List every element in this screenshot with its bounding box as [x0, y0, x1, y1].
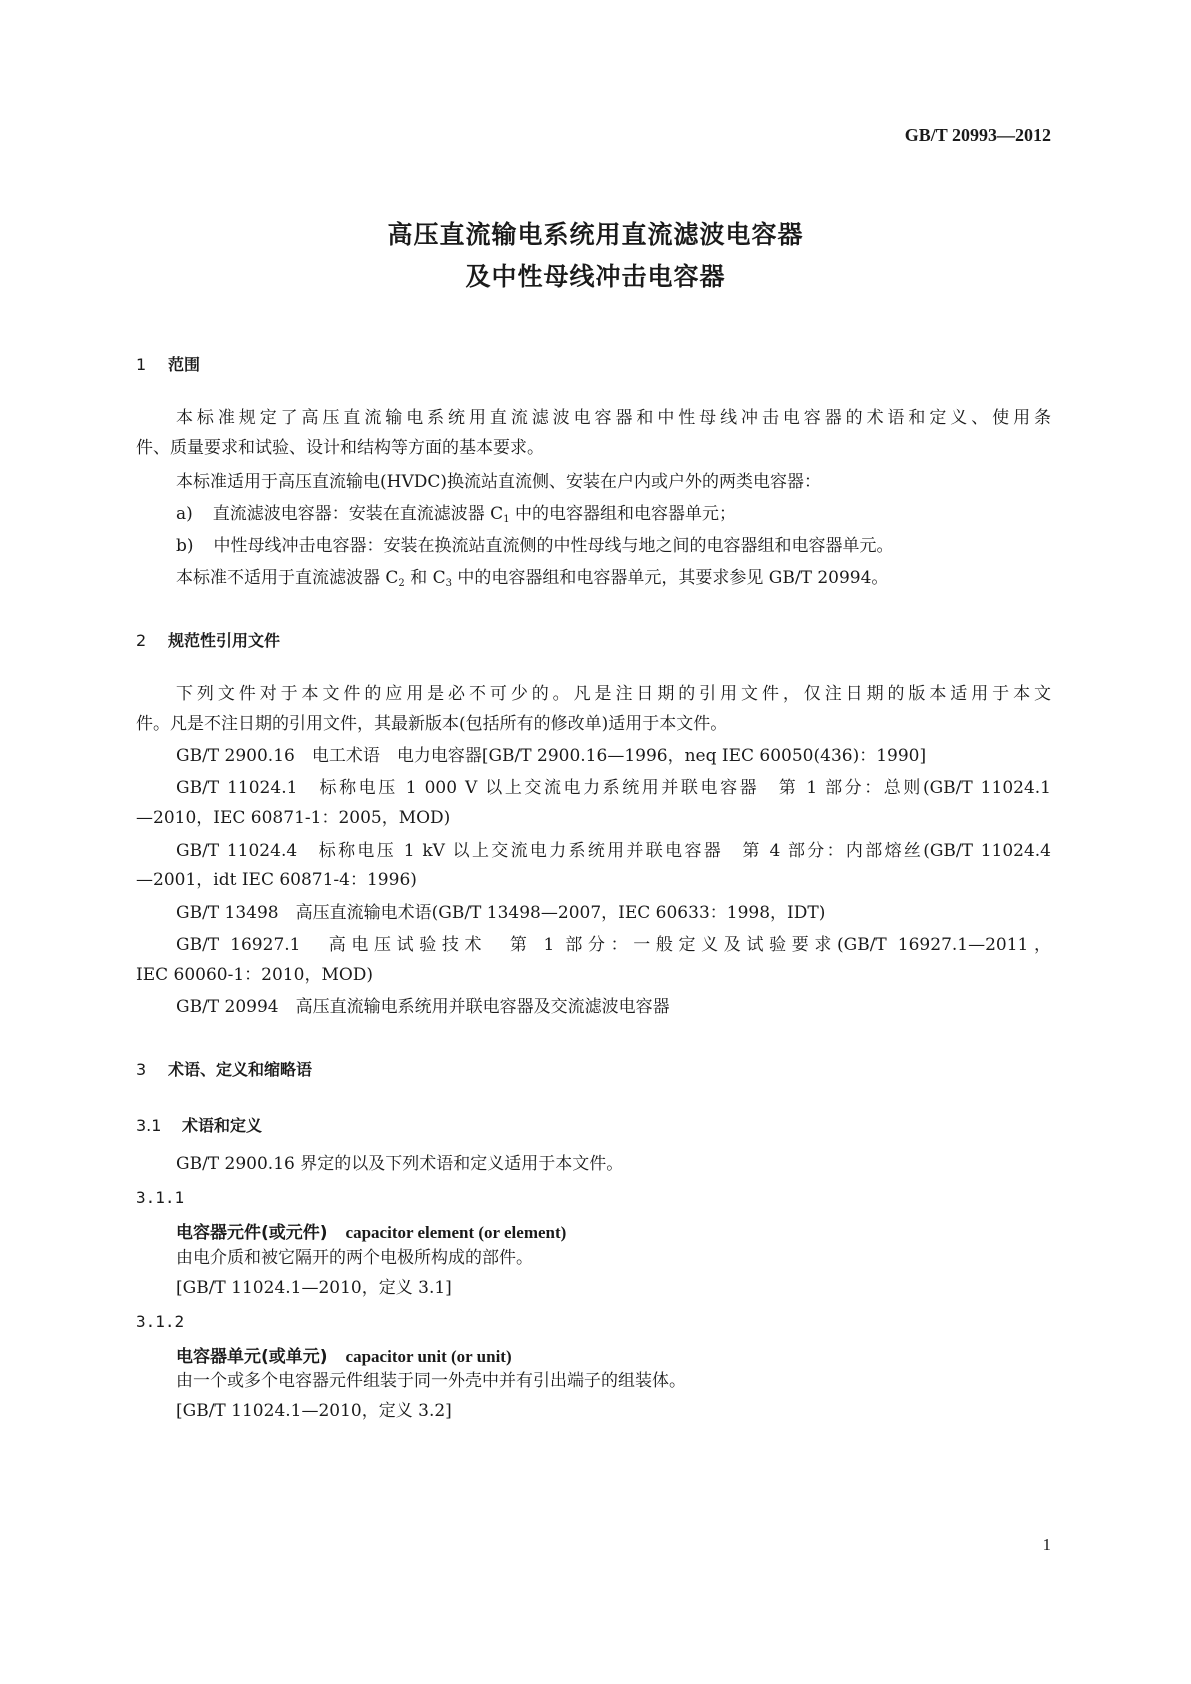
reference-gbt-11024-1-line1: GB/T 11024.1 标称电压 1 000 V 以上交流电力系统用并联电容器 第 1 部分：总则(GB/T 11024.1 — [176, 778, 1051, 798]
scope-item-a — [176, 506, 736, 525]
list-text: 直流滤波电容器：安装在直流滤波器 C — [212, 504, 504, 524]
document-title-line2: 及中性母线冲击电容器 — [465, 262, 726, 291]
reference-gbt-20994: GB/T 20994 高压直流输电系统用并联电容器及交流滤波电容器 — [176, 997, 670, 1017]
reference-gbt-16927-1-line1: GB/T 16927.1 高电压试验技术 第 1 部分：一般定义及试验要求(GB/T 16927.1—2011， — [176, 935, 1051, 955]
scope-item-b — [176, 538, 894, 555]
reference-gbt-16927-1-line2: IEC 60060-1：2010，MOD) — [136, 965, 374, 985]
term-en: capacitor unit (or unit) — [345, 1347, 512, 1366]
reference-gbt-11024-4-line2: —2001，idt IEC 60871-4：1996) — [136, 870, 417, 890]
term-number: 3.1.1 — [136, 1188, 185, 1207]
scope-exclusion — [176, 570, 888, 589]
section-number: 1 — [136, 355, 147, 374]
subsection-title: 术语和定义 — [182, 1116, 263, 1135]
scope-applicability: 本标准适用于高压直流输电(HVDC)换流站直流侧、安装在户内或户外的两类电容器： — [176, 472, 822, 492]
reference-gbt-11024-4-line1: GB/T 11024.4 标称电压 1 kV 以上交流电力系统用并联电容器 第 4 部分：内部熔丝(GB/T 11024.4 — [176, 841, 1051, 861]
term-source: [GB/T 11024.1—2010，定义 3.2] — [176, 1401, 452, 1421]
subsection-3-1-heading — [136, 1113, 262, 1136]
text-part: 中的电容器组和电容器单元，其要求参见 GB/T 20994。 — [452, 568, 889, 588]
list-text-tail: 中的电容器组和电容器单元； — [509, 504, 736, 524]
scope-paragraph-line2: 件、质量要求和试验、设计和结构等方面的基本要求。 — [136, 438, 544, 458]
term-zh: 电容器元件(或元件) — [176, 1223, 328, 1243]
term-heading — [176, 1342, 512, 1367]
section-title: 范围 — [168, 355, 201, 374]
term-definition: 由电介质和被它隔开的两个电极所构成的部件。 — [176, 1248, 533, 1268]
subsection-number: 3.1 — [136, 1116, 162, 1135]
section-title: 规范性引用文件 — [168, 631, 281, 650]
page-number: 1 — [1042, 1535, 1051, 1554]
text-part: 和 C — [404, 568, 446, 588]
list-marker: b) — [176, 536, 194, 556]
section-number: 3 — [136, 1060, 147, 1079]
section-number: 2 — [136, 631, 147, 650]
section-1-heading — [136, 352, 200, 375]
section-3-heading — [136, 1057, 312, 1080]
term-en: capacitor element (or element) — [345, 1223, 567, 1242]
term-number: 3.1.2 — [136, 1312, 185, 1331]
list-text: 中性母线冲击电容器：安装在换流站直流侧的中性母线与地之间的电容器组和电容器单元。 — [213, 536, 894, 556]
section-2-heading — [136, 628, 280, 651]
references-intro-line1: 下列文件对于本文件的应用是必不可少的。凡是注日期的引用文件，仅注日期的版本适用于本文 — [176, 684, 1051, 704]
standard-code: GB/T 20993—2012 — [904, 125, 1051, 145]
term-source: [GB/T 11024.1—2010，定义 3.1] — [176, 1278, 452, 1298]
text-part: 本标准不适用于直流滤波器 C — [176, 568, 399, 588]
subscript: 2 — [398, 578, 405, 589]
term-heading — [176, 1218, 566, 1243]
terms-intro: GB/T 2900.16 界定的以及下列术语和定义适用于本文件。 — [176, 1154, 624, 1174]
section-title: 术语、定义和缩略语 — [168, 1060, 313, 1079]
reference-gbt-11024-1-line2: —2010，IEC 60871-1：2005，MOD) — [136, 808, 451, 828]
subscript: 3 — [445, 578, 452, 589]
term-zh: 电容器单元(或单元) — [176, 1347, 328, 1367]
list-marker: a) — [176, 504, 193, 524]
reference-gbt-13498: GB/T 13498 高压直流输电术语(GB/T 13498—2007，IEC 60633：1998，IDT) — [176, 903, 826, 923]
scope-paragraph-line1: 本标准规定了高压直流输电系统用直流滤波电容器和中性母线冲击电容器的术语和定义、使用条 — [176, 408, 1051, 428]
references-intro-line2: 件。凡是不注日期的引用文件，其最新版本(包括所有的修改单)适用于本文件。 — [136, 714, 728, 734]
term-definition: 由一个或多个电容器元件组装于同一外壳中并有引出端子的组装体。 — [176, 1371, 686, 1391]
subscript: 1 — [503, 514, 510, 525]
document-title-line1: 高压直流输电系统用直流滤波电容器 — [387, 220, 804, 249]
reference-gbt-2900-16: GB/T 2900.16 电工术语 电力电容器[GB/T 2900.16—1996，neq IEC 60050(436)：1990] — [176, 746, 927, 766]
